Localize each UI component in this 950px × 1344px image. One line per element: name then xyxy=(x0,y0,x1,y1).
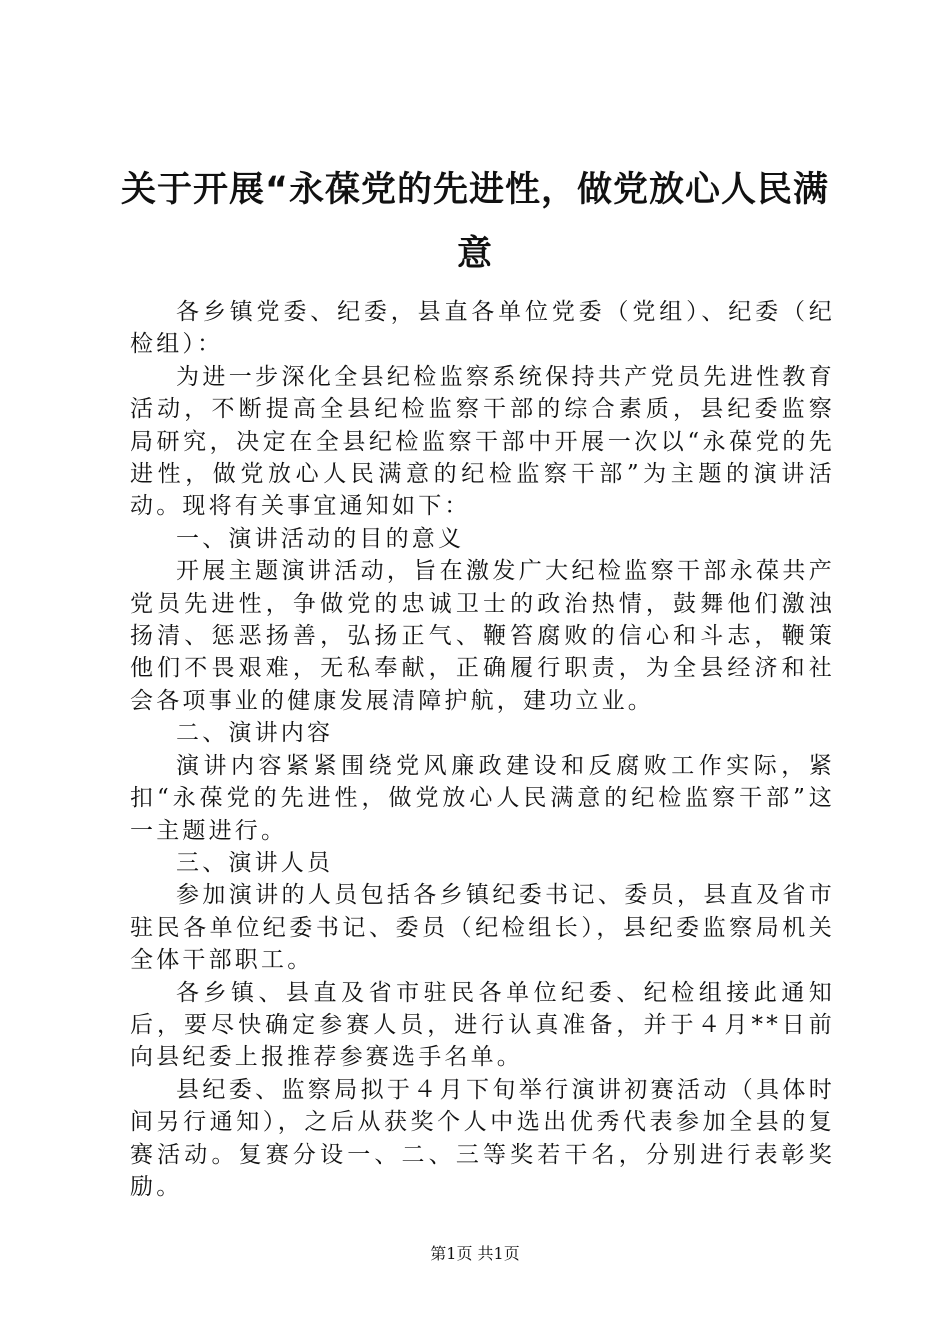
page-number-footer: 第1页 共1页 xyxy=(430,1244,520,1263)
section-heading-purpose: 一、演讲活动的目的意义 xyxy=(176,525,465,552)
section-heading-content: 二、演讲内容 xyxy=(176,720,334,747)
document-title: 关于开展“永葆党的先进性，做党放心人民满意 xyxy=(120,170,829,274)
participants-paragraph: 参加演讲的人员包括各乡镇纪委书记、委员，县直及省市驻民各单位纪委书记、委员（纪检组长），县纪委监察局机关全体干部职工。 xyxy=(130,882,835,974)
registration-paragraph: 各乡镇、县直及省市驻民各单位纪委、纪检组接此通知后，要尽快确定参赛人员，进行认真准备，并于４月**日前向县纪委上报推荐参赛选手名单。 xyxy=(130,979,835,1071)
salutation-paragraph: 各乡镇党委、纪委，县直各单位党委（党组）、纪委（纪检组）： xyxy=(130,299,835,358)
content-paragraph: 演讲内容紧紧围绕党风廉政建设和反腐败工作实际，紧扣“永葆党的先进性，做党放心人民满意的纪检监察干部”这一主题进行。 xyxy=(130,752,835,844)
competition-paragraph: 县纪委、监察局拟于４月下旬举行演讲初赛活动（具体时间另行通知），之后从获奖个人中选出优秀代表参加全县的复赛活动。复赛分设一、二、三等奖若干名，分别进行表彰奖励。 xyxy=(130,1076,835,1200)
intro-paragraph: 为进一步深化全县纪检监察系统保持共产党员先进性教育活动，不断提高全县纪检监察干部的综合素质，县纪委监察局研究，决定在全县纪检监察干部中开展一次以“永葆党的先进性，做党放心人民满意的纪检监察干部”为主题的演讲活动。现将有关事宜通知如下： xyxy=(130,363,835,520)
purpose-paragraph: 开展主题演讲活动，旨在激发广大纪检监察干部永葆共产党员先进性，争做党的忠诚卫士的政治热情，鼓舞他们激浊扬清、惩恶扬善，弘扬正气、鞭笞腐败的信心和斗志，鞭策他们不畏艰难，无私奉献，正确履行职责，为全县经济和社会各项事业的健康发展清障护航，建功立业。 xyxy=(130,558,835,714)
document-body xyxy=(130,296,835,1203)
section-heading-participants: 三、演讲人员 xyxy=(176,849,334,876)
